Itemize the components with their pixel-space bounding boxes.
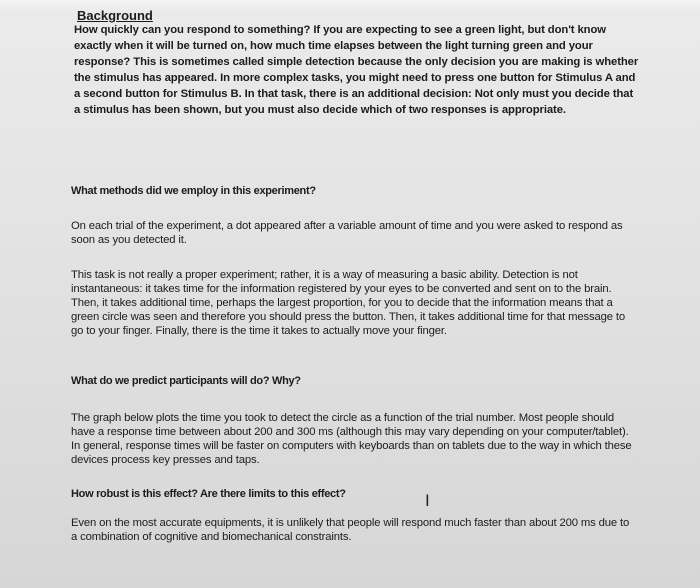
text-cursor-icon: I [425,491,430,510]
background-paragraph: How quickly can you respond to something? If you are expecting to see a green light, but don't know exactly when it will be turned on, how much time elapses between the light turning green and your response? This is sometimes called simple detection because the only decision you are making is whether the stimulus has appeared. In more complex tasks, you might need to press one button for Stimulus A and a second button for Stimulus B. In that task, there is an additional decision: Not only must you decide that a stimulus has been shown, but you must also decide which of two responses is appropriate. [74,24,639,116]
robust-paragraph: Even on the most accurate equipments, it is unlikely that people will respond much faster than about 200 ms due to a combination of cognitive and biomechanical constraints. [71,517,630,543]
methods-paragraph-2: This task is not really a proper experiment; rather, it is a way of measuring a basic ability. Detection is not instantaneous: it takes time for the information registered by your eyes to be converted and sent on to the brain. Then, it takes additional time, perhaps the largest proportion, for you to decide that the information means that a green circle was seen and therefore you should press the button. Then, it takes additional time for that message to go to your finger. Finally, there is the time it takes to actually move your finger. [71,269,625,337]
background-heading: Background [77,8,153,23]
methods-paragraph-1: On each trial of the experiment, a dot appeared after a variable amount of time and you were asked to respond as soon as you detected it. [71,220,623,246]
methods-heading: What methods did we employ in this experiment? [71,185,316,197]
predict-paragraph: The graph below plots the time you took to detect the circle as a function of the trial number. Most people should have a response time between about 200 and 300 ms (although this may vary depending on your computer/tablet). In general, response times will be faster on computers with keyboards than on tablets due to the way in which these devices process key presses and taps. [71,412,632,466]
robust-heading: How robust is this effect? Are there limits to this effect? [71,488,346,500]
predict-heading: What do we predict participants will do? Why? [71,375,301,387]
